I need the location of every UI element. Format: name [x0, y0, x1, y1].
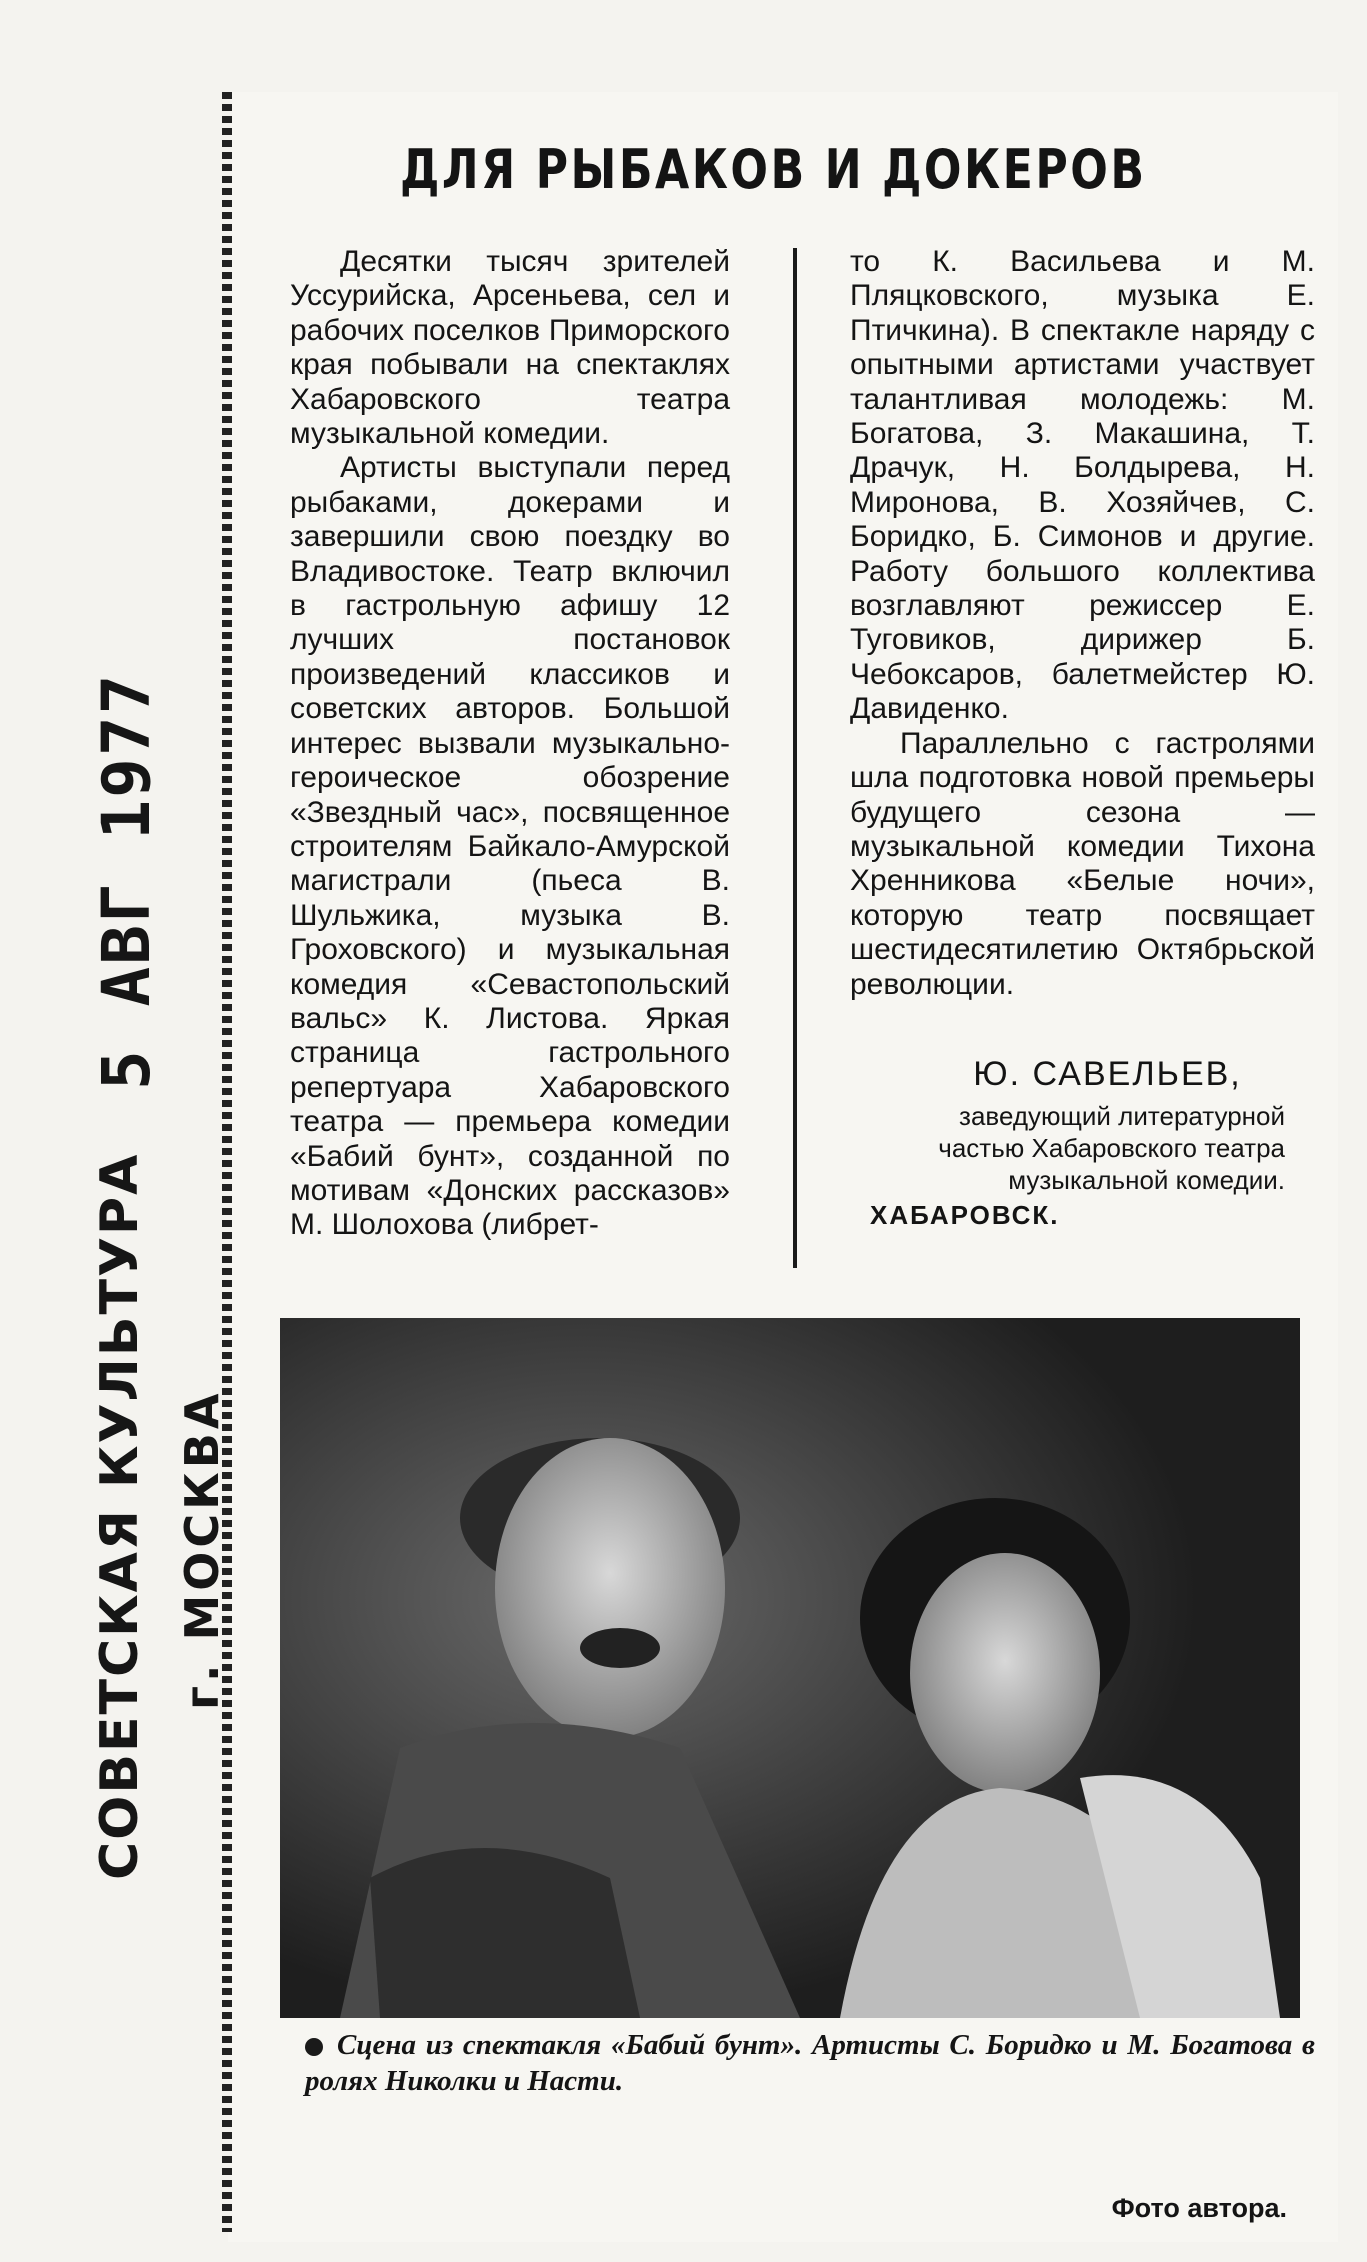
caption-bullet-icon	[305, 2038, 323, 2056]
newspaper-stamp-city: г. МОСКВА	[175, 1389, 229, 1710]
scene-photo	[280, 1318, 1300, 2018]
author-title: заведующий литературной частью Хабаровского театра музыкальной комедии.	[938, 1101, 1285, 1195]
photo-caption-text: Сцена из спектакля «Бабий бунт». Артисты С. Боридко и М. Богатова в ролях Николки и Насти.	[305, 2029, 1315, 2097]
newspaper-stamp-name: СОВЕТСКАЯ КУЛЬТУРА	[90, 1152, 150, 1880]
newspaper-stamp-date: 5 АВГ 1977	[88, 672, 165, 1090]
author-signature	[870, 1055, 1315, 1231]
dateline-city: ХАБАРОВСК.	[870, 1200, 1060, 1230]
scene-photo-image	[280, 1318, 1300, 2018]
article-paragraph: Артисты выступали перед рыбаками, докерами и завершили свою поездку во Владивостоке. Театр включил в гастрольную афишу 12 лучших постановок произведений классиков и советских авторов. Большой интерес вызвали музыкально-героическое обозрение «Звездный час», посвященное строителям Байкало-Амурской магистрали (пьеса В. Шульжика, музыка В. Гроховского) и музыкальная комедия «Севастопольский вальс» К. Листова. Яркая страница гастрольного репертуара Хабаровского театра — премьера комедии «Бабий бунт», созданной по мотивам «Донских рассказов» М. Шолохова (либрет-	[290, 451, 730, 1242]
article-paragraph: Параллельно с гастролями шла подготовка новой премьеры будущего сезона — музыкальной комедии Тихона Хренникова «Белые ночи», которую театр посвящает шестидесятилетию Октябрьской революции.	[850, 726, 1315, 1001]
clipping-cut-edge	[222, 92, 232, 2232]
article-headline: ДЛЯ РЫБАКОВ И ДОКЕРОВ	[400, 138, 1147, 201]
article-column-2	[850, 245, 1315, 1002]
author-name: Ю. САВЕЛЬЕВ,	[973, 1055, 1242, 1093]
article-paragraph-continued: то К. Васильева и М. Пляцковского, музыка Е. Птичкина). В спектакле наряду с опытными артистами участвует талантливая молодежь: М. Богатова, З. Макашина, Т. Драчук, Н. Болдырева, Н. Миронова, В. Хозяйчев, С. Боридко, Б. Симонов и другие. Работу большого коллектива возглавляют режиссер Е. Туговиков, дирижер Б. Чебоксаров, балетмейстер Ю. Давиденко.	[850, 245, 1315, 726]
photo-caption	[305, 2027, 1315, 2099]
column-divider	[793, 248, 797, 1268]
photo-credit: Фото автора.	[1111, 2193, 1287, 2223]
article-column-1	[290, 245, 730, 1243]
article-paragraph: Десятки тысяч зрителей Уссурийска, Арсеньева, сел и рабочих поселков Приморского края побывали на спектаклях Хабаровского театра музыкальной комедии.	[290, 245, 730, 451]
